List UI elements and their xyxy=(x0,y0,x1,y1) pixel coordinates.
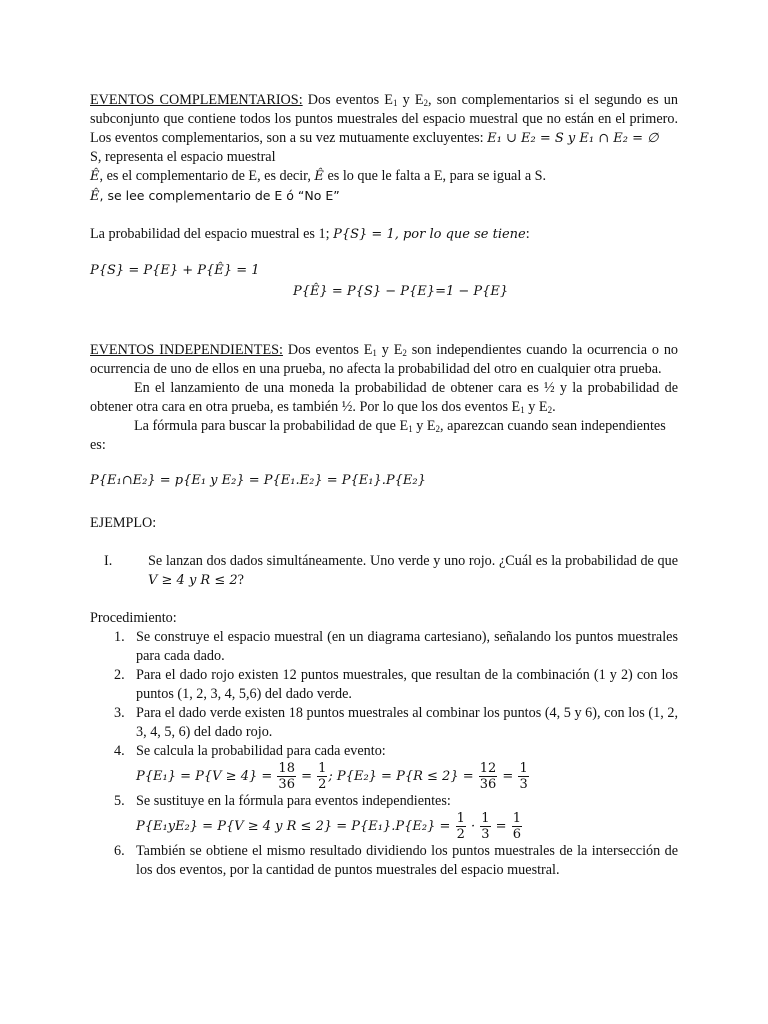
example-question: I. Se lanzan dos dados simultáneamente. Uno verde y uno rojo. ¿Cuál es la probabilidad de que V ≥ 4 y R ≤ 2? xyxy=(104,553,678,588)
fraction: $\frac{1}{6}$ xyxy=(512,811,521,842)
ehat-symbol: Ê xyxy=(314,169,324,184)
equation-event-probabilities: P{E₁} = P{V ≥ 4} = $\frac{18}{36}$ = $\frac{1}{2}$ ; P{E₂} = P{R ≤ 2} = $\frac{12}{36}$ = $\frac{1}{3}$ xyxy=(136,761,528,792)
document-page xyxy=(90,91,678,880)
fraction: $\frac{12}{36}$ xyxy=(479,761,497,792)
list-item: 5. Se sustituye en la fórmula para eventos independientes: P{E₁yE₂} = P{V ≥ 4 y R ≤ 2} = P{E₁}.P{E₂} = $\frac{1}{2}$ · $\frac{1}{3}$ = $\frac{1}{6}$ xyxy=(114,793,521,842)
formula-intro-line: La fórmula para buscar la probabilidad de que $E_1$ y $E_2$, aparezcan cuando sean independientes es: xyxy=(90,418,666,453)
list-item: 6. También se obtiene el mismo resultado dividiendo los puntos muestrales de la intersección de los dos eventos, por la cantidad de puntos muestrales del espacio muestral. xyxy=(114,843,678,878)
independent-events-paragraph: EVENTOS INDEPENDIENTES: Dos eventos $E_1$ y $E_2$ son independientes cuando la ocurrencia o no ocurrencia de uno de ellos en una prueba, no afecta la probabilidad del otro en cualquier otra prueba. xyxy=(90,342,679,377)
fraction: $\frac{18}{36}$ xyxy=(278,761,295,792)
sample-space-probability-line: La probabilidad del espacio muestral es 1; P{S} = 1, por lo que se tiene: xyxy=(90,226,530,242)
equation-independent-events: P{E₁∩E₂} = p{E₁ y E₂} = P{E₁.E₂} = P{E₁}.P{E₂} xyxy=(90,473,426,488)
prob-s-formula: P{S} = 1, por lo que se tiene xyxy=(333,227,526,242)
list-item: 4. Se calcula la probabilidad para cada evento: P{E₁} = P{V ≥ 4} = $\frac{18}{36}$ = $\frac{1}{2}$ ; P{E₂} = P{R ≤ 2} = $\frac{12}{36}$ = $\frac{1}{3}$ xyxy=(114,743,528,792)
equation-independent-result: P{E₁yE₂} = P{V ≥ 4 y R ≤ 2} = P{E₁}.P{E₂} = $\frac{1}{2}$ · $\frac{1}{3}$ = $\frac{1}{6}$ xyxy=(136,811,521,842)
fraction: $\frac{1}{3}$ xyxy=(519,761,528,792)
complementary-heading: EVENTOS COMPLEMENTARIOS: xyxy=(90,92,303,108)
fraction: $\frac{1}{2}$ xyxy=(456,811,465,842)
sample-space-line: S, representa el espacio muestral xyxy=(90,149,276,165)
procedure-heading: Procedimiento: xyxy=(90,610,177,626)
procedure-list xyxy=(114,628,678,880)
coin-example-paragraph: En el lanzamiento de una moneda la probabilidad de obtener cara es ½ y la probabilidad de obtener otra cara en otra prueba, es también ½. Por lo que los dos eventos $E_1$ y $E_2$. xyxy=(90,380,678,415)
equation-sum-complement: P{S} = P{E} + P{Ê} = 1 xyxy=(90,263,260,278)
independent-heading: EVENTOS INDEPENDIENTES: xyxy=(90,342,283,358)
fraction: $\frac{1}{2}$ xyxy=(318,761,327,792)
example-heading: EJEMPLO: xyxy=(90,515,157,531)
list-item: 3. Para el dado verde existen 18 puntos muestrales al combinar los puntos (4, 5 y 6), con los (1, 2, 3, 4, 5, 6) del dado rojo. xyxy=(114,705,678,740)
question-formula: V ≥ 4 y R ≤ 2 xyxy=(148,573,238,588)
complementary-events-paragraph: EVENTOS COMPLEMENTARIOS: Dos eventos $E_1$ y $E_2$, son complementarios si el segundo es un subconjunto que contiene todos los puntos muestrales del espacio muestral que no están en el primero. Los eventos complementarios, son a su vez mutuamente excluyentes: E₁ ∪ E₂ = S y E₁ ∩ E₂ = ∅ xyxy=(90,92,678,146)
complement-reading-line: Ê, se lee complementario de E ó “No E” xyxy=(90,188,340,204)
mutual-exclusion-formula: E₁ ∪ E₂ = S y E₁ ∩ E₂ = ∅ xyxy=(487,131,659,146)
fraction: $\frac{1}{3}$ xyxy=(481,811,490,842)
equation-complement: P{Ê} = P{S} − P{E}=1 − P{E} xyxy=(293,284,509,299)
list-item: 2. Para el dado rojo existen 12 puntos muestrales, que resultan de la combinación (1 y 2) con los puntos (1, 2, 3, 4, 5,6) del dado verde. xyxy=(114,667,678,702)
ehat-symbol: Ê xyxy=(90,169,100,184)
list-item: 1. Se construye el espacio muestral (en un diagrama cartesiano), señalando los puntos muestrales para cada dado. xyxy=(114,629,678,664)
complement-definition-line: Ê, es el complementario de E, es decir, Ê es lo que le falta a E, para se igual a S. xyxy=(90,168,547,184)
ehat-symbol: Ê xyxy=(90,189,100,204)
